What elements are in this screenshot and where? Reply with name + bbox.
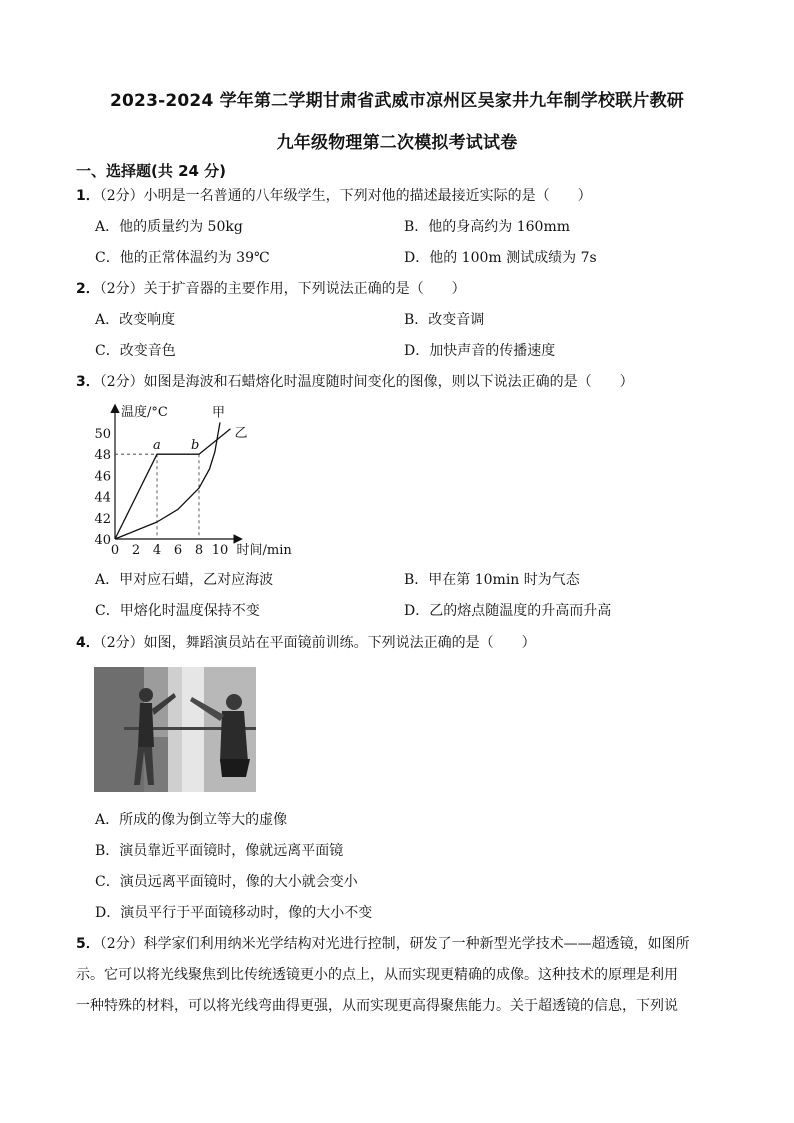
series-line-2 xyxy=(115,429,231,539)
q2-option-b: B．改变音调 xyxy=(404,312,485,328)
y-tick-label: 42 xyxy=(94,511,111,527)
section-heading: 一、选择题(共 24 分) xyxy=(76,162,227,180)
series-line-1 xyxy=(115,422,220,539)
dancer-mirror-photo xyxy=(94,667,256,792)
question-text-line1: （2分）科学家们利用纳米光学结构对光进行控制，研发了一种新型光学技术——超透镜，如图所 xyxy=(99,936,690,952)
q3-option-a: A．甲对应石蜡，乙对应海波 xyxy=(95,572,274,588)
question-text: （2分）如图是海波和石蜡熔化时温度随时间变化的图像，则以下说法正确的是（ ） xyxy=(99,374,634,390)
question-5-line3: 一种特殊的材料，可以将光线弯曲得更强，从而实现更高得聚焦能力。关于超透镜的信息，下列说 xyxy=(76,998,678,1014)
q2-option-c: C．改变音色 xyxy=(95,343,176,359)
x-tick-label: 8 xyxy=(194,543,204,558)
q1-option-c: C．他的正常体温约为 39℃ xyxy=(95,250,270,266)
exam-title-line2: 九年级物理第二次模拟考试试卷 xyxy=(276,133,518,153)
q2-option-a: A．改变响度 xyxy=(95,312,176,328)
y-tick-label: 40 xyxy=(94,533,111,548)
q1-option-a: A．他的质量约为 50kg xyxy=(95,219,243,235)
y-tick-label: 50 xyxy=(94,427,111,442)
y-tick-label: 44 xyxy=(94,490,111,506)
x-tick-label: 6 xyxy=(173,543,183,558)
question-number: 5． xyxy=(76,936,100,952)
x-tick-label: 4 xyxy=(152,543,162,558)
point-label-a: a xyxy=(153,438,161,454)
melting-temperature-chart xyxy=(88,398,318,563)
question-text: （2分）关于扩音器的主要作用，下列说法正确的是（ ） xyxy=(99,281,466,297)
question-3 xyxy=(76,372,634,392)
y-tick-label: 46 xyxy=(94,469,111,485)
x-tick-label: 2 xyxy=(131,543,141,558)
x-axis-label: 时间/min xyxy=(236,543,292,558)
q4-option-c: C．演员远离平面镜时，像的大小就会变小 xyxy=(95,874,358,890)
exam-title-line1: 2023-2024 学年第二学期甘肃省武威市凉州区吴家井九年制学校联片教研 xyxy=(109,91,684,111)
question-number: 3． xyxy=(76,374,100,390)
question-5-line2: 示。它可以将光线聚焦到比传统透镜更小的点上，从而实现更精确的成像。这种技术的原理是利用 xyxy=(76,967,678,983)
series-name-label: 乙 xyxy=(234,425,248,441)
q4-option-d: D．演员平行于平面镜移动时，像的大小不变 xyxy=(95,905,373,921)
question-2 xyxy=(76,279,466,299)
x-tick-label: 0 xyxy=(110,543,120,558)
point-label-b: b xyxy=(191,438,200,454)
question-text: （2分）小明是一名普通的八年级学生，下列对他的描述最接近实际的是（ ） xyxy=(99,188,592,204)
q3-option-d: D．乙的熔点随温度的升高而升高 xyxy=(404,603,612,619)
question-4 xyxy=(76,633,536,653)
q1-option-d: D．他的 100m 测试成绩为 7s xyxy=(404,250,597,266)
question-5 xyxy=(76,934,690,954)
q4-option-b: B．演员靠近平面镜时，像就远离平面镜 xyxy=(95,843,344,859)
x-tick-label: 10 xyxy=(211,543,229,558)
q3-option-b: B．甲在第 10min 时为气态 xyxy=(404,572,580,588)
y-tick-label: 48 xyxy=(94,448,111,464)
q2-option-d: D．加快声音的传播速度 xyxy=(404,343,556,359)
question-number: 1． xyxy=(76,188,100,204)
question-number: 2． xyxy=(76,281,100,297)
question-text: （2分）如图，舞蹈演员站在平面镜前训练。下列说法正确的是（ ） xyxy=(99,635,536,651)
q3-option-c: C．甲熔化时温度保持不变 xyxy=(95,603,260,619)
q4-option-a: A．所成的像为倒立等大的虚像 xyxy=(95,812,288,828)
series-name-label: 甲 xyxy=(212,405,226,421)
question-1 xyxy=(76,186,592,206)
y-axis-label: 温度/°C xyxy=(121,405,168,420)
question-number: 4． xyxy=(76,635,100,651)
q1-option-b: B．他的身高约为 160mm xyxy=(404,219,571,235)
